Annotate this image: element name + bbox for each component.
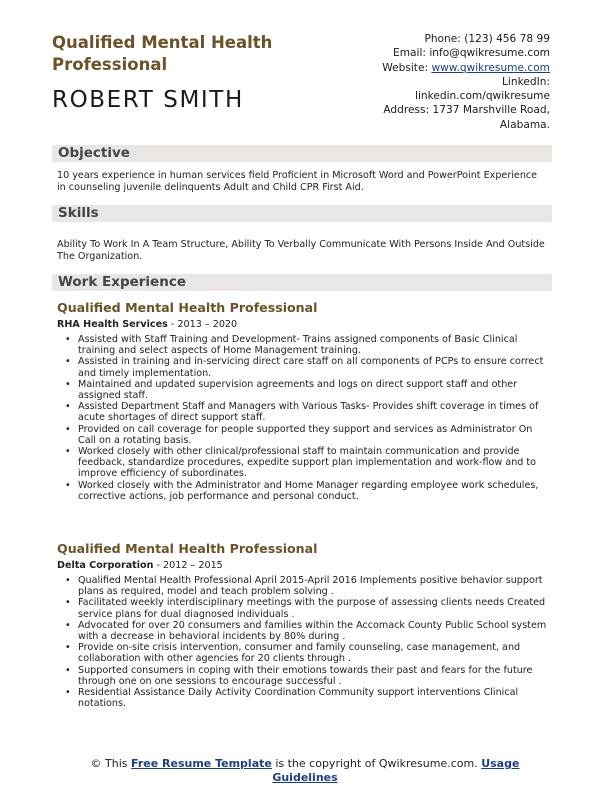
contact-email: Email: info@qwikresume.com [393, 47, 550, 60]
list-item: • Provide on-site crisis intervention, consumer and family counseling, case management, and collaboration with other agencies for 20 clients through . [57, 642, 552, 664]
company-line [57, 319, 237, 330]
job-dates: - 2013 – 2020 [167, 319, 238, 330]
list-item: • Residential Assistance Daily Activity Coordination Community support interventions Clinical notations. [57, 687, 552, 709]
objective-text: 10 years experience in human services field Proficient in Microsoft Word and PowerPoint Experience in counseling juvenile delinquents Adult and Child CPR First Aid. [57, 170, 538, 193]
contact-linkedin-label: LinkedIn: [502, 75, 550, 88]
job-title-heading: Qualified Mental Health Professional [57, 541, 318, 556]
list-item: • Facilitated weekly interdisciplinary meetings with the purpose of assessing clients needs Created service plans for dual diagnosed individuals . [57, 597, 552, 619]
list-item: • Qualified Mental Health Professional April 2015-April 2016 Implements positive behavior support plans as required, model and teach problem solving . [57, 575, 552, 597]
list-item: • Supported consumers in coping with their emotions towards their past and fears for the future through one on one sessions to encourage successful . [57, 665, 552, 687]
address-line1: 1737 Marshville Road, [432, 104, 550, 117]
resume-header [52, 32, 552, 132]
job-dates: - 2012 – 2015 [153, 560, 223, 571]
list-item: • Worked closely with the Administrator and Home Manager regarding employee work schedules, corrective actions, job performance and personal conduct. [57, 480, 552, 502]
copyright-footer [60, 757, 550, 784]
candidate-name: ROBERT SMITH [52, 87, 244, 113]
usage-guidelines-link[interactable]: Usage Guidelines [272, 757, 520, 784]
job-bullet-list [57, 575, 552, 709]
skills-heading: Skills [58, 205, 99, 221]
list-item: • Maintained and updated supervision agreements and logs on direct support staff and other assigned staff. [57, 379, 552, 401]
objective-section-header [52, 145, 552, 162]
list-item: • Assisted Department Staff and Managers with Various Tasks- Provides shift coverage in times of acute shortages of direct support staff. [57, 401, 552, 423]
objective-heading: Objective [58, 145, 130, 161]
company-name: Delta Corporation [57, 560, 154, 571]
company-name: RHA Health Services [57, 319, 168, 330]
phone-value: (123) 456 78 99 [464, 33, 550, 45]
list-item: • Advocated for over 20 consumers and families within the Accomack County Public School system with a decrease in behavioral incidents by 80% during . [57, 620, 552, 642]
list-item: • Worked closely with other clinical/professional staff to maintain communication and provide feedback, standardize procedures, expedite support plan implementation and work-flow and to improve efficiency of subordinates. [57, 446, 552, 480]
job-title: Qualified Mental Health Professional [52, 33, 273, 74]
company-line [57, 560, 223, 571]
contact-phone: Phone: (123) 456 78 99 [424, 33, 550, 45]
contact-block [310, 32, 550, 132]
contact-address: Address: 1737 Marshville Road, [383, 104, 550, 117]
footer-prefix: © This [90, 757, 132, 770]
contact-address-line2: Alabama. [499, 118, 550, 131]
email-value: info@qwikresume.com [429, 47, 550, 60]
list-item: • Assisted with Staff Training and Development- Trains assigned components of Basic Clinical training and select aspects of Home Management training. [57, 334, 552, 356]
skills-text: Ability To Work In A Team Structure, Ability To Verbally Communicate With Persons Inside And Outside The Organization. [57, 239, 545, 262]
work-experience-heading: Work Experience [58, 274, 186, 290]
list-item: • Assisted in training and in-servicing direct care staff on all components of PCPs to ensure correct and timely implementation. [57, 356, 552, 378]
job-title-heading: Qualified Mental Health Professional [57, 300, 318, 315]
skills-section-header [52, 205, 552, 222]
work-experience-section-header [52, 274, 552, 291]
contact-website: Website: www.qwikresume.com [382, 61, 550, 74]
contact-linkedin-value: linkedin.com/qwikresume [415, 90, 550, 103]
website-link[interactable]: www.qwikresume.com [431, 61, 550, 74]
job-bullet-list [57, 334, 552, 502]
footer-middle: is the copyright of Qwikresume.com. [271, 757, 482, 770]
list-item: • Provided on call coverage for people supported they support and services as Administrator On Call on a rotating basis. [57, 424, 552, 446]
free-resume-template-link[interactable]: Free Resume Template [131, 757, 272, 770]
